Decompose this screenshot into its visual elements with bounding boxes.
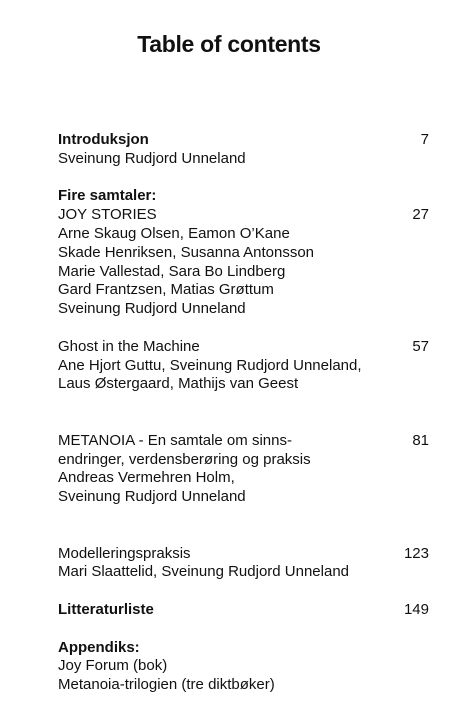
toc-item-line: Joy Forum (bok) <box>58 657 168 675</box>
toc-heading: Litteraturliste <box>58 600 154 618</box>
toc-entry-appendiks <box>58 639 429 695</box>
toc-row <box>58 432 429 451</box>
toc-heading: Fire samtaler: <box>58 187 157 205</box>
toc-author-line: Sveinung Rudjord Unneland <box>58 488 246 506</box>
toc-title: Ghost in the Machine <box>58 337 200 355</box>
toc-entry-ghost-in-the-machine <box>58 338 429 394</box>
toc-author-line: Laus Østergaard, Mathijs van Geest <box>58 375 299 393</box>
toc-title: JOY STORIES <box>58 206 157 224</box>
toc-author-line: Gard Frantzsen, Matias Grøttum <box>58 281 274 299</box>
toc-page-number: 149 <box>403 600 429 618</box>
toc-author-line: Sveinung Rudjord Unneland <box>58 149 246 167</box>
toc-entry-joy-stories <box>58 187 429 319</box>
toc-item-line: Metanoia-trilogien (tre diktbøker) <box>58 676 275 694</box>
toc-entry-introduksjon <box>58 131 429 169</box>
toc-entry-modelleringspraksis <box>58 545 429 583</box>
toc-page-number: 7 <box>420 131 429 148</box>
toc-page-number: 27 <box>412 206 429 224</box>
toc-row <box>58 545 429 564</box>
toc-title-continuation: endringer, verdensberøring og praksis <box>58 450 311 468</box>
toc-author-line: Sveinung Rudjord Unneland <box>58 300 246 318</box>
toc-row <box>58 206 429 225</box>
toc-row <box>58 131 429 150</box>
toc-heading: Introduksjon <box>58 131 149 148</box>
toc-page-number: 123 <box>403 544 429 562</box>
toc-author-line: Arne Skaug Olsen, Eamon O’Kane <box>58 224 290 242</box>
toc-page-number: 81 <box>412 431 429 449</box>
toc-row <box>58 338 429 357</box>
toc-author-line: Marie Vallestad, Sara Bo Lindberg <box>58 262 286 280</box>
toc-entry-metanoia <box>58 432 429 507</box>
toc-entry-litteraturliste <box>58 601 429 620</box>
toc-title: Modelleringspraksis <box>58 544 191 562</box>
table-of-contents <box>58 131 429 714</box>
toc-author-line: Skade Henriksen, Susanna Antonsson <box>58 243 315 261</box>
toc-title: METANOIA - En samtale om sinns- <box>58 431 292 449</box>
toc-page-number: 57 <box>412 337 429 355</box>
toc-author-line: Mari Slaattelid, Sveinung Rudjord Unneland <box>58 563 350 581</box>
toc-row <box>58 601 429 620</box>
toc-author-line: Andreas Vermehren Holm, <box>58 469 235 487</box>
toc-author-line: Ane Hjort Guttu, Sveinung Rudjord Unneland, <box>58 356 362 374</box>
page-title: Table of contents <box>137 31 321 57</box>
toc-heading: Appendiks: <box>58 638 140 656</box>
